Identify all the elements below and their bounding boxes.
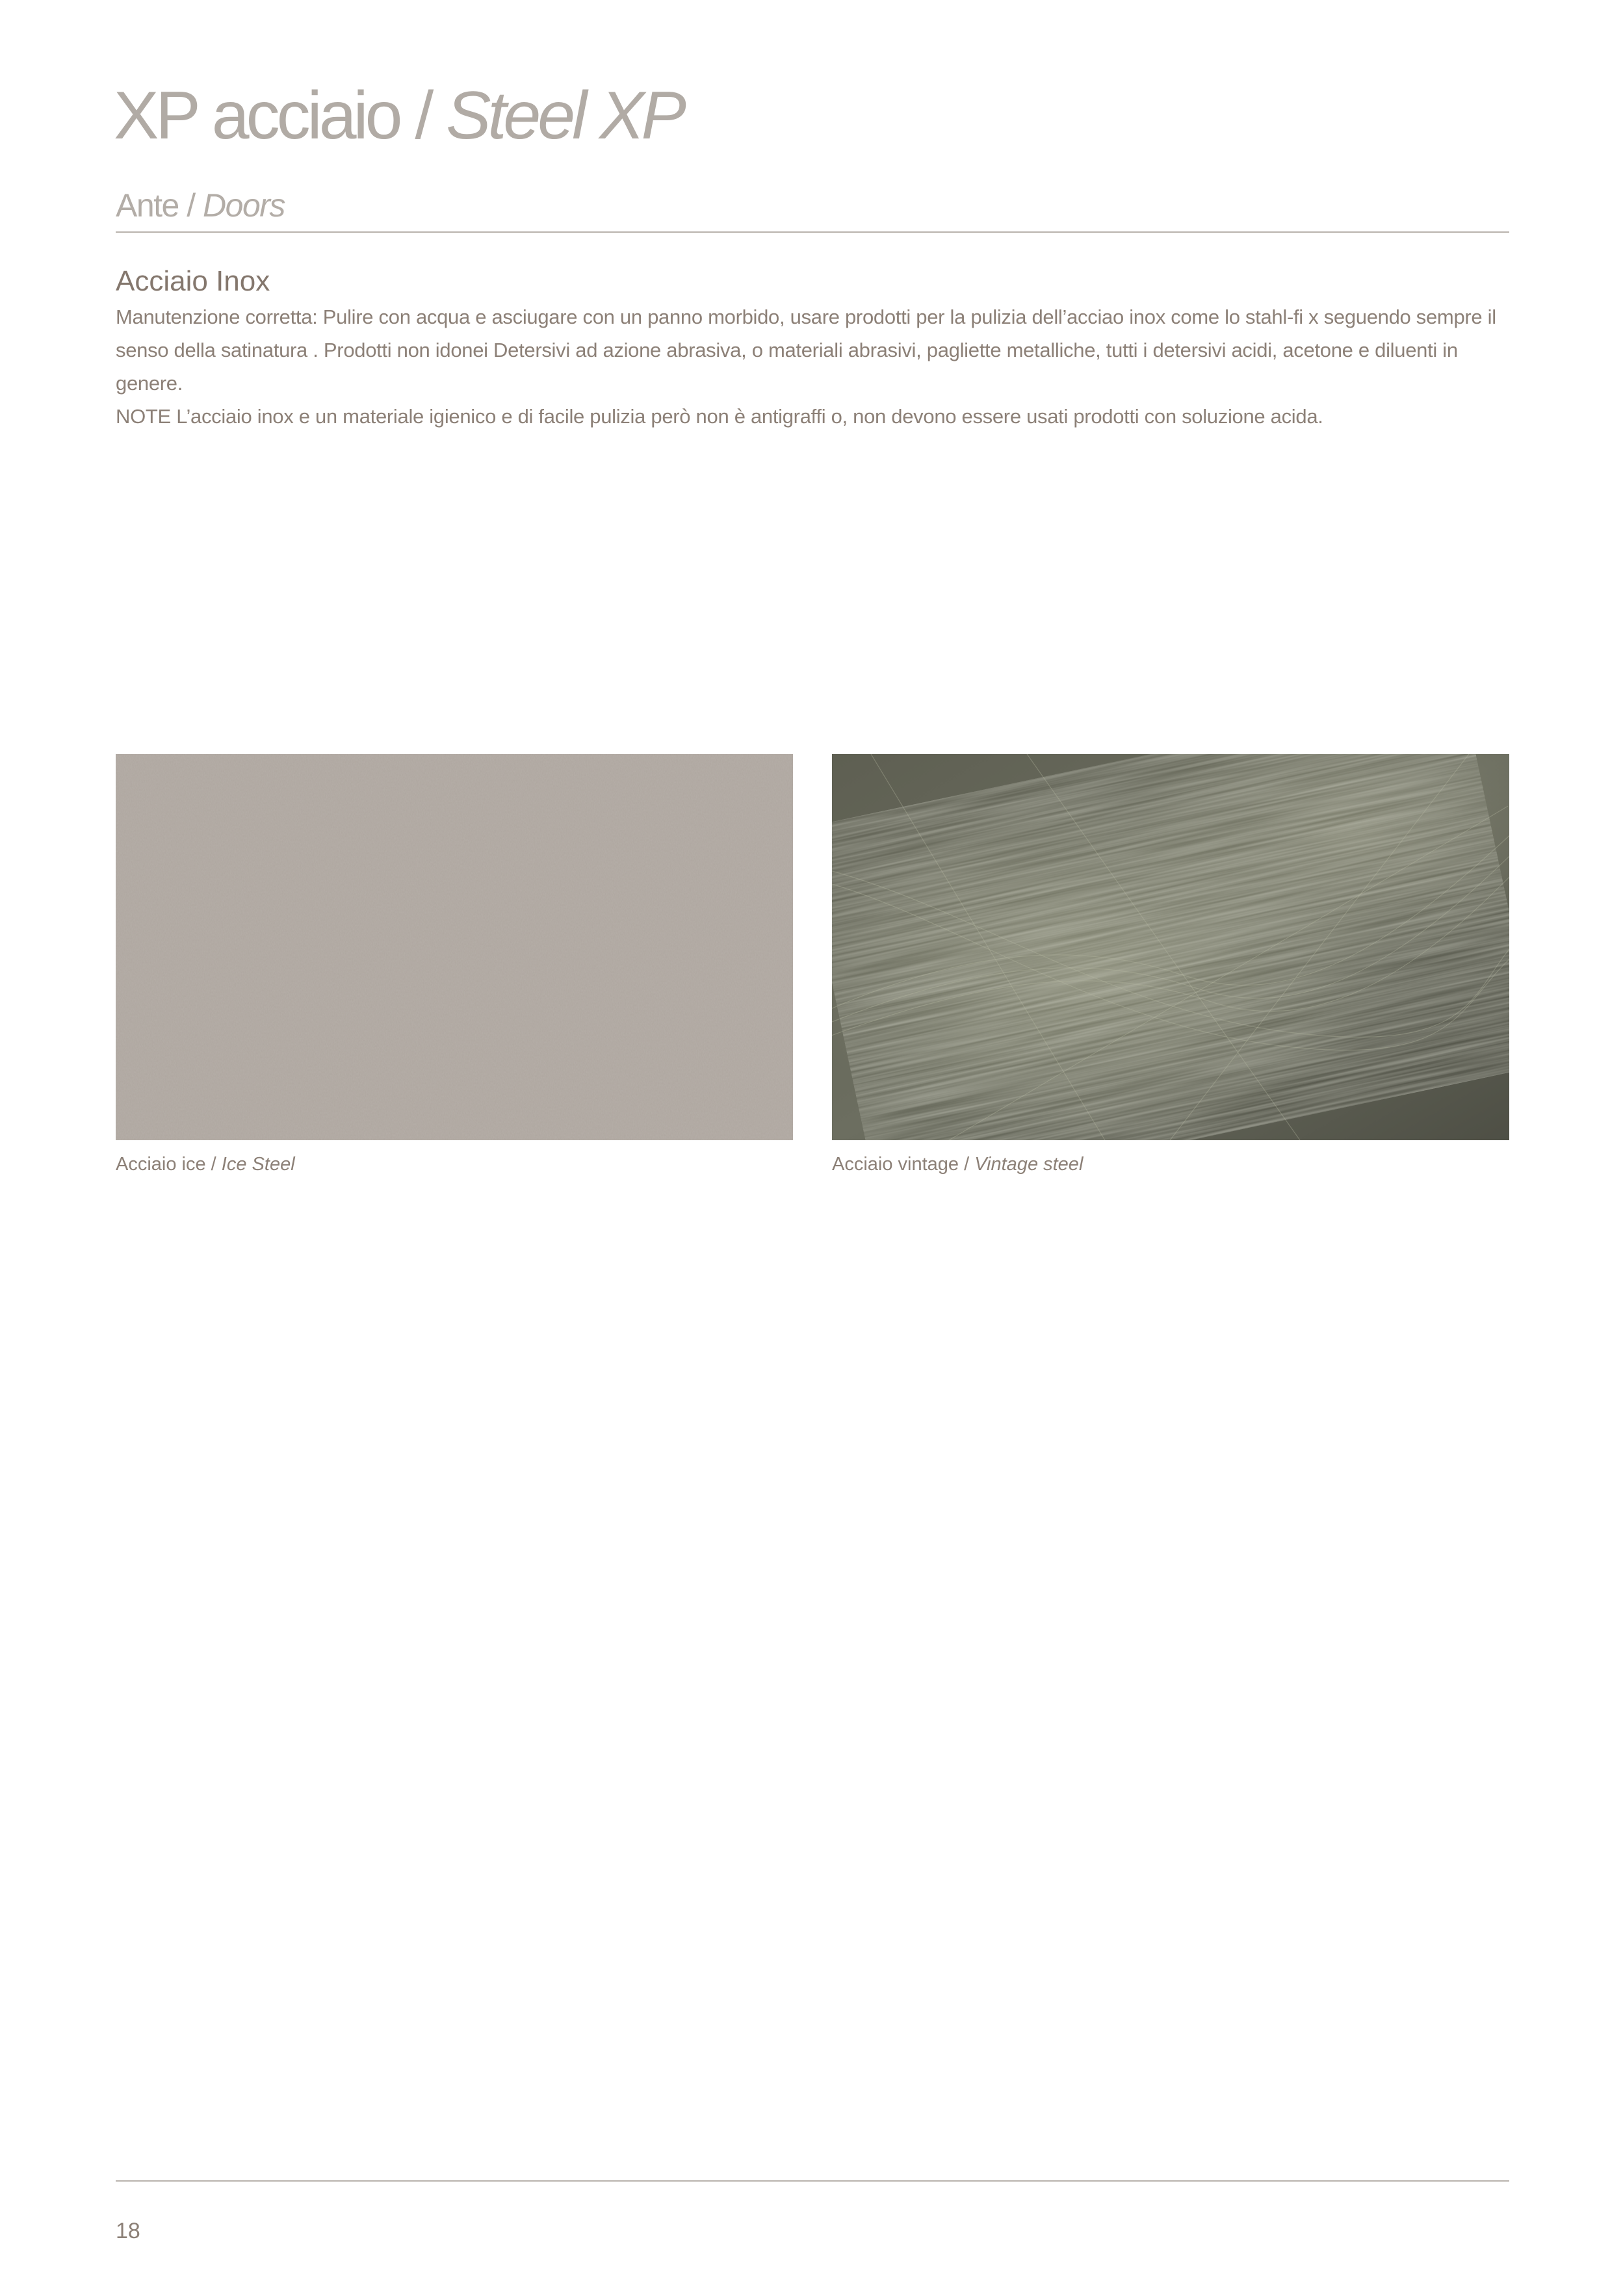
section-title-italian: Ante — [116, 187, 179, 224]
ice-steel-swatch — [116, 754, 793, 1140]
ice-steel-texture — [116, 754, 793, 1140]
header-divider — [116, 231, 1509, 233]
ice-steel-name-italian: Acciaio ice — [116, 1154, 206, 1175]
page-title — [114, 77, 683, 155]
section-title-english: Doors — [203, 187, 285, 224]
vintage-steel-name-english: Vintage steel — [974, 1154, 1084, 1175]
vintage-steel-caption — [832, 1153, 1083, 1176]
page-title-separator: / — [399, 78, 447, 153]
ice-steel-separator: / — [205, 1154, 222, 1175]
material-description — [116, 300, 1511, 433]
section-title — [116, 186, 285, 225]
material-heading: Acciaio Inox — [116, 265, 270, 297]
vintage-steel-name-italian: Acciaio vintage — [832, 1154, 959, 1175]
vintage-steel-texture — [832, 754, 1509, 1140]
footer-divider — [116, 2180, 1509, 2182]
maintenance-paragraph: Manutenzione corretta: Pulire con acqua e asciugare con un panno morbido, usare prodotti per la pulizia dell’acciao inox come lo stahl-fi x seguendo sempre il senso della satinatura . Prodotti non idonei Detersivi ad azione abrasiva, o materiali abrasivi, pagliette metalliche, tutti i detersivi acidi, acetone e diluenti in genere. — [116, 306, 1496, 395]
section-title-separator: / — [178, 187, 203, 224]
ice-steel-name-english: Ice Steel — [221, 1154, 295, 1175]
page-number: 18 — [116, 2219, 140, 2243]
vintage-steel-swatch — [832, 754, 1509, 1140]
note-paragraph: NOTE L’acciaio inox e un materiale igienico e di facile pulizia però non è antigraffi o, non devono essere usati prodotti con soluzione acida. — [116, 405, 1323, 428]
page-title-italian: XP acciaio — [114, 78, 400, 153]
vintage-steel-separator: / — [959, 1154, 975, 1175]
ice-steel-caption — [116, 1153, 295, 1176]
page-title-english: Steel XP — [446, 78, 683, 153]
